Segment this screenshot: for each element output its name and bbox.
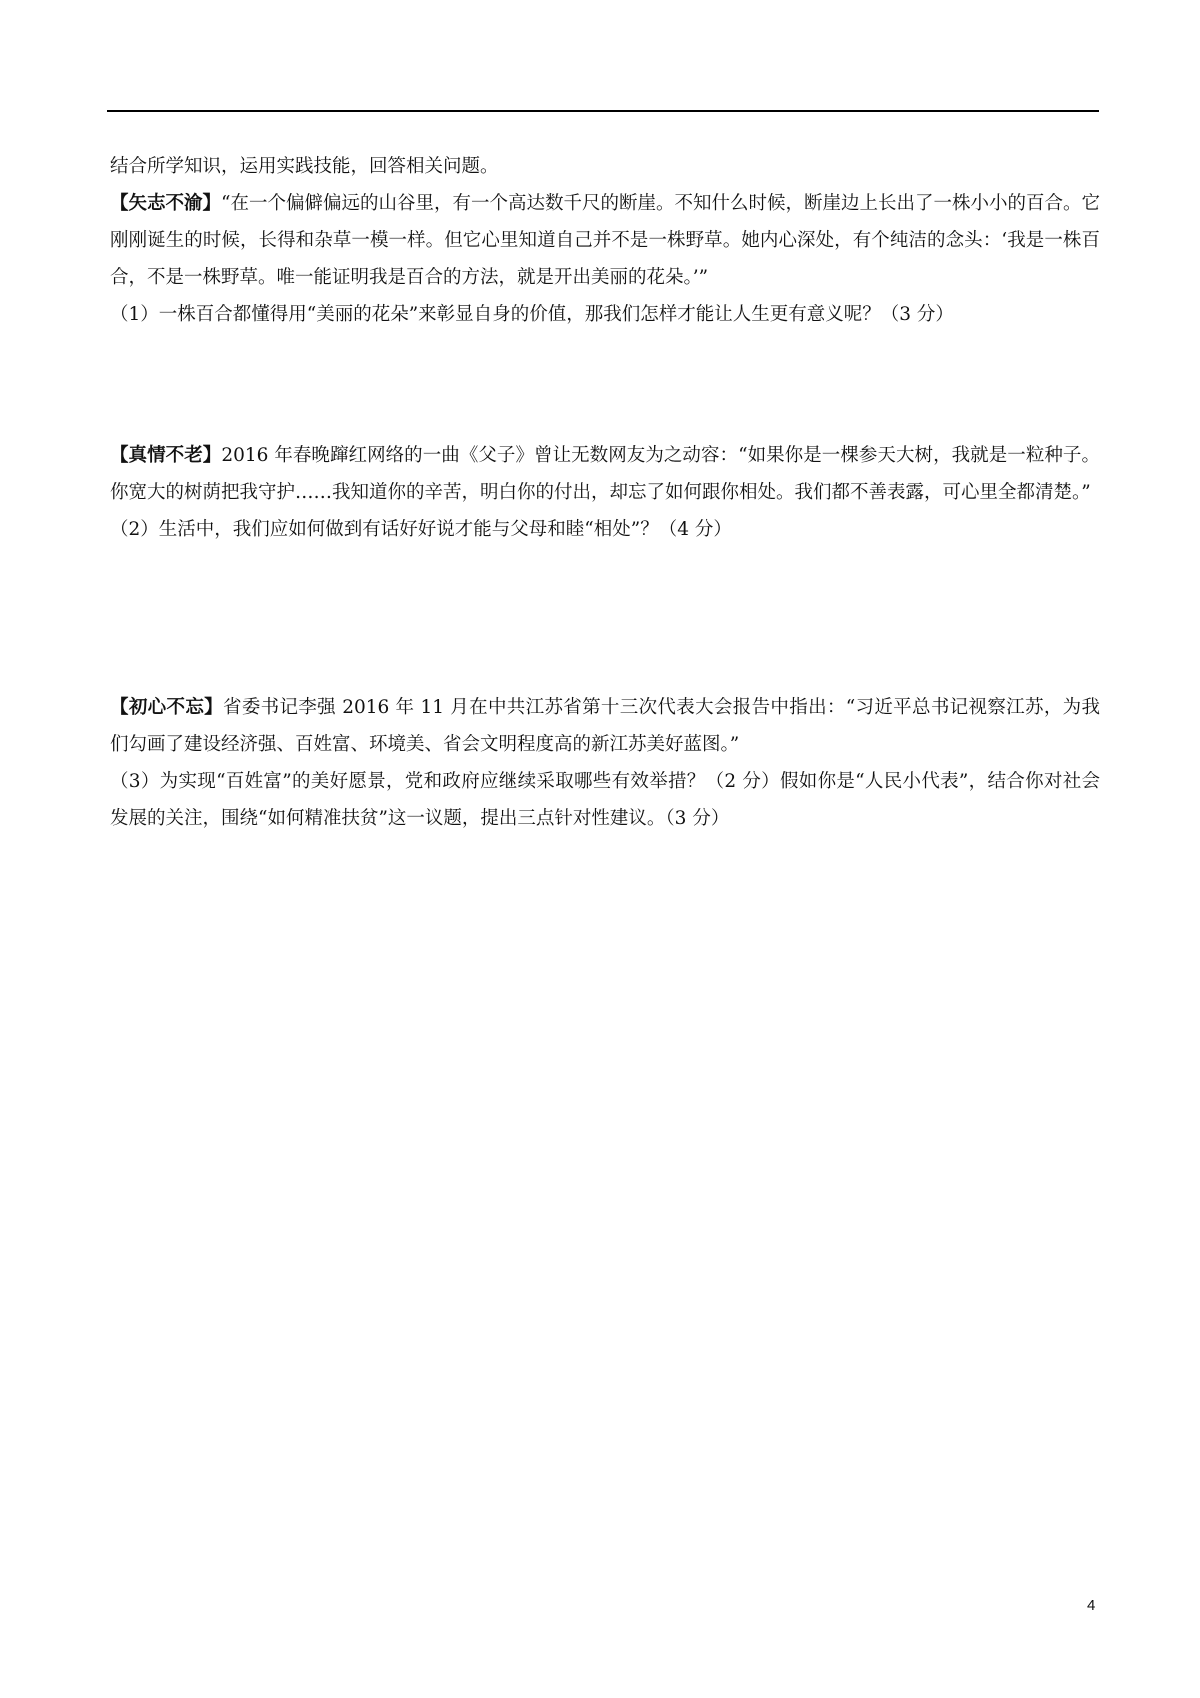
section-2-paragraph — [110, 437, 1100, 511]
header-rule — [107, 110, 1099, 112]
page-number: 4 — [1087, 1597, 1096, 1614]
section-3-text: 省委书记李强 2016 年 11 月在中共江苏省第十三次代表大会报告中指出：“习近平总书记视察江苏，为我们勾画了建设经济强、百姓富、环境美、省会文明程度高的新江苏美好蓝图。” — [110, 697, 1100, 755]
section-1-text: “在一个偏僻偏远的山谷里，有一个高达数千尺的断崖。不知什么时候，断崖边上长出了一株小小的百合。它刚刚诞生的时候，长得和杂草一模一样。但它心里知道自己并不是一株野草。她内心深处，有个纯洁的念头：‘我是一株百合，不是一株野草。唯一能证明我是百合的方法，就是开出美丽的花朵。’” — [110, 193, 1100, 288]
document-body — [110, 148, 1100, 837]
answer-space-1 — [110, 333, 1100, 437]
section-3-tag: 【初心不忘】 — [110, 697, 223, 718]
question-1: （1）一株百合都懂得用“美丽的花朵”来彰显自身的价值，那我们怎样才能让人生更有意义呢？（3 分） — [110, 304, 954, 325]
question-2: （2）生活中，我们应如何做到有话好好说才能与父母和睦“相处”？（4 分） — [110, 519, 732, 540]
section-2-text: 2016 年春晚蹿红网络的一曲《父子》曾让无数网友为之动容：“如果你是一棵参天大树，我就是一粒种子。你宽大的树荫把我守护……我知道你的辛苦，明白你的付出，却忘了如何跟你相处。我们都不善表露，可心里全都清楚。” — [110, 445, 1100, 503]
section-1-tag: 【矢志不渝】 — [110, 193, 222, 214]
section-3-paragraph — [110, 689, 1100, 763]
question-3: （3）为实现“百姓富”的美好愿景，党和政府应继续采取哪些有效举措？（2 分）假如你是“人民小代表”，结合你对社会发展的关注，围绕“如何精准扶贫”这一议题，提出三点针对性建议。（3 分） — [110, 771, 1100, 829]
section-2-tag: 【真情不老】 — [110, 445, 222, 466]
intro-text: 结合所学知识，运用实践技能，回答相关问题。 — [110, 156, 499, 177]
answer-space-2 — [110, 548, 1100, 689]
section-1-paragraph — [110, 185, 1100, 296]
